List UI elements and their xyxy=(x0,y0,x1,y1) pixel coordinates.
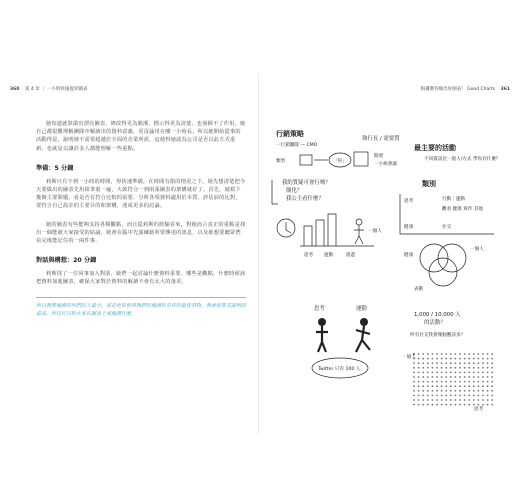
sketch-ratio-2: 的活動？ xyxy=(424,320,446,326)
dot xyxy=(473,385,475,387)
dot xyxy=(422,358,424,360)
dot xyxy=(491,385,493,387)
dot xyxy=(478,399,480,401)
dot xyxy=(455,367,457,369)
dot xyxy=(459,381,461,383)
dot xyxy=(418,399,420,401)
dot xyxy=(427,404,429,406)
sketch-clock-icon xyxy=(286,222,291,233)
dot xyxy=(427,385,429,387)
dot xyxy=(491,362,493,364)
sketch-ratio-question: 所有社交我會幾個應該多？ xyxy=(410,333,466,338)
right-page-header xyxy=(421,86,510,92)
dot xyxy=(422,353,424,355)
dot xyxy=(459,376,461,378)
dot xyxy=(445,353,447,355)
dot xyxy=(427,395,429,397)
dot xyxy=(427,353,429,355)
dot xyxy=(482,372,484,374)
sketch-category-action: 行動｜運動 xyxy=(442,197,465,202)
dot-matrix xyxy=(413,353,493,405)
dot xyxy=(473,353,475,355)
sketch-subtitle: 一行銷團隊 — CMO xyxy=(276,143,318,148)
dot xyxy=(418,367,420,369)
sketch-main-activity: 最主要的活動 xyxy=(414,144,456,152)
sketch-category-social: 社交 xyxy=(442,225,452,230)
dot xyxy=(464,395,466,397)
sketch-bubble-type: 類型 xyxy=(276,159,286,164)
dot xyxy=(432,362,434,364)
sketch-category-title: 類別 xyxy=(422,180,436,188)
dot xyxy=(491,395,493,397)
dot xyxy=(432,390,434,392)
dot xyxy=(482,399,484,401)
dot xyxy=(436,390,438,392)
dot xyxy=(422,376,424,378)
dot xyxy=(436,395,438,397)
dot xyxy=(427,358,429,360)
dot xyxy=(464,376,466,378)
dot xyxy=(450,381,452,383)
dot xyxy=(418,390,420,392)
sketch-movement-label: 運動 xyxy=(356,306,367,312)
dot xyxy=(487,381,489,383)
dot xyxy=(464,385,466,387)
dot xyxy=(422,399,424,401)
dot xyxy=(413,399,415,401)
dot xyxy=(473,381,475,383)
dot xyxy=(468,358,470,360)
right-running-title: 根據教你做出好圖表！ Good Charts xyxy=(420,87,496,92)
sketch-box xyxy=(300,155,312,165)
left-running-title: 第 4 章 ｜ 一小時快速提昇圖表 xyxy=(24,87,88,92)
dot xyxy=(441,358,443,360)
dot xyxy=(455,385,457,387)
dot xyxy=(491,390,493,392)
dot xyxy=(436,362,438,364)
dot xyxy=(473,404,475,406)
dot xyxy=(441,395,443,397)
right-page-number: 361 xyxy=(500,87,510,92)
dot xyxy=(427,390,429,392)
dot xyxy=(464,362,466,364)
sketch-bubble-you: 「你」 xyxy=(333,159,347,164)
dot xyxy=(450,395,452,397)
dot xyxy=(436,399,438,401)
dot xyxy=(413,367,415,369)
dot xyxy=(418,358,420,360)
dot xyxy=(450,358,452,360)
dot xyxy=(432,353,434,355)
dot xyxy=(450,385,452,387)
dot xyxy=(445,358,447,360)
dot xyxy=(432,385,434,387)
dot xyxy=(432,381,434,383)
dot xyxy=(482,381,484,383)
runner-icon xyxy=(360,318,368,326)
dot xyxy=(436,367,438,369)
dot xyxy=(436,385,438,387)
handwritten-note: 所以我要強調你所們的人最少，或是更常使用我們的強調你是你的最佳事物，我會很要求說明的看法、所以可以對大家在圖表上面強調什麼。 xyxy=(36,297,246,319)
dot xyxy=(427,362,429,364)
dot xyxy=(422,385,424,387)
dot xyxy=(468,381,470,383)
sketch-category-thinking: 思考 xyxy=(404,199,414,204)
dot xyxy=(478,362,480,364)
sketch-bar-label-2: 運動 xyxy=(324,253,334,258)
dot xyxy=(450,367,452,369)
dot xyxy=(445,399,447,401)
dot xyxy=(445,362,447,364)
paragraph: 她知道就算做出漂亮圖表，修改得更為簡潔，標示得更為清楚，也發揮不了作用。她自己都很難理解團隊中解讀出的資料意義，更沒論用在哪一小時長。所以她開始從事的活動得是，說明她不需要超越於全面的企業所需，這使得她認為公司是否以此方式重新，也就是以讓許多人都能理解一些重點。 xyxy=(36,121,246,152)
dot xyxy=(478,358,480,360)
dot xyxy=(459,358,461,360)
dot xyxy=(473,399,475,401)
dot xyxy=(478,404,480,406)
dot xyxy=(422,381,424,383)
dot xyxy=(459,385,461,387)
dot xyxy=(487,395,489,397)
paragraph: 莉斯找了一位同事加入對話，她們一起討論什麼資料重要、哪些是觀點，什麼時候該把資料加進圖表，確保大家對於資料的解讀不會有太大的落差。 xyxy=(36,271,246,286)
dot xyxy=(468,395,470,397)
dot xyxy=(445,385,447,387)
sketch-bar-label-1: 思考 xyxy=(304,253,314,258)
dot xyxy=(459,404,461,406)
sketch-ratio: 1,000 / 10,000 人 xyxy=(414,312,461,318)
dot xyxy=(478,385,480,387)
dot xyxy=(464,404,466,406)
section-heading-dialogue: 對話與構想：20 分鐘 xyxy=(36,257,97,265)
sketch-question-2: 簡化？ xyxy=(286,188,303,194)
dot xyxy=(432,367,434,369)
dot xyxy=(445,367,447,369)
dot xyxy=(482,358,484,360)
dot xyxy=(441,385,443,387)
dot xyxy=(455,353,457,355)
dot xyxy=(468,376,470,378)
dot xyxy=(487,353,489,355)
dot xyxy=(473,390,475,392)
dot xyxy=(436,381,438,383)
left-page-header xyxy=(10,86,87,92)
dot xyxy=(422,390,424,392)
dot xyxy=(487,404,489,406)
dot xyxy=(445,372,447,374)
dot xyxy=(473,362,475,364)
dot xyxy=(478,376,480,378)
dot xyxy=(413,372,415,374)
dot xyxy=(482,404,484,406)
left-page-body xyxy=(36,120,246,319)
dot xyxy=(455,395,457,397)
venn-label-action: 表動 xyxy=(414,287,424,292)
thinker-icon xyxy=(318,318,326,326)
dot xyxy=(427,372,429,374)
dot xyxy=(413,376,415,378)
dot xyxy=(464,367,466,369)
dot xyxy=(459,372,461,374)
sketch-bracket xyxy=(272,180,278,204)
dot xyxy=(455,372,457,374)
sketch-twitter-note: Twitter 只有 100 人 xyxy=(318,367,361,372)
dot xyxy=(478,381,480,383)
person-icon xyxy=(356,219,362,225)
dot xyxy=(455,362,457,364)
dot xyxy=(413,404,415,406)
dot xyxy=(418,381,420,383)
dot xyxy=(468,362,470,364)
dot xyxy=(482,376,484,378)
sketch-list-2: 一小組會議 xyxy=(374,162,397,167)
dot xyxy=(473,372,475,374)
dot xyxy=(432,404,434,406)
dot xyxy=(441,404,443,406)
dot xyxy=(487,390,489,392)
sketch-thinking-label: 思考 xyxy=(314,306,325,312)
sketch-exec-label: 執行長 / 需要質 xyxy=(362,136,400,142)
section-heading-prep: 準備：5 分鐘 xyxy=(36,164,74,172)
dot xyxy=(455,404,457,406)
dot xyxy=(487,385,489,387)
dot-matrix-label-person: 一個人 xyxy=(402,355,416,360)
dot xyxy=(441,367,443,369)
dot xyxy=(478,353,480,355)
dot xyxy=(418,372,420,374)
dot xyxy=(473,376,475,378)
dot xyxy=(459,353,461,355)
dot xyxy=(450,353,452,355)
dot xyxy=(418,376,420,378)
dot xyxy=(459,399,461,401)
dot xyxy=(482,390,484,392)
dot xyxy=(464,372,466,374)
dot xyxy=(464,353,466,355)
dot xyxy=(487,358,489,360)
dot xyxy=(432,358,434,360)
dot xyxy=(441,362,443,364)
dot xyxy=(455,358,457,360)
dot xyxy=(432,395,434,397)
dot xyxy=(468,353,470,355)
dot xyxy=(487,372,489,374)
dot xyxy=(432,372,434,374)
dot xyxy=(468,399,470,401)
sketch-person-label: 一個人 xyxy=(368,229,382,234)
dot xyxy=(418,404,420,406)
dot-matrix-label-thinking: 思考 xyxy=(474,407,484,412)
venn-label-health: 健康 xyxy=(404,253,414,258)
dot xyxy=(441,372,443,374)
dot xyxy=(418,362,420,364)
dot xyxy=(473,395,475,397)
dot xyxy=(422,395,424,397)
dot xyxy=(441,390,443,392)
dot xyxy=(445,395,447,397)
dot xyxy=(436,353,438,355)
dot xyxy=(441,399,443,401)
sketch-question: 我的質疑可會行嗎？ xyxy=(282,180,331,186)
dot xyxy=(455,381,457,383)
sketch-bar-label-3: 旅遊 xyxy=(346,253,356,258)
dot xyxy=(441,353,443,355)
dot xyxy=(413,381,415,383)
dot xyxy=(436,358,438,360)
left-page-number: 360 xyxy=(10,87,20,92)
dot xyxy=(418,395,420,397)
dot xyxy=(459,395,461,397)
dot xyxy=(422,367,424,369)
dot xyxy=(422,362,424,364)
paragraph: 莉斯只有不到一小時的時間，得快速準備，在時間有限的情況之下，她先想清楚把今天要做出的圖表先用鉛筆畫一遍，大致符合一到兩張圖表的架構就好了。首先，她寫下幾個主要問題，看是否有符合比較的需要，分析各項資料適用於本質、評估前的比對，要符合自己設計的主要目的和架構，達成更多的討論。 xyxy=(36,178,246,210)
dot xyxy=(413,390,415,392)
dot xyxy=(418,353,420,355)
dot xyxy=(413,362,415,364)
dot xyxy=(482,367,484,369)
dot xyxy=(468,385,470,387)
dot xyxy=(491,404,493,406)
dot xyxy=(441,381,443,383)
dot xyxy=(455,390,457,392)
venn-label-person: 一個人 xyxy=(470,247,484,252)
dot xyxy=(491,381,493,383)
sketch-list-1: 開發 xyxy=(374,154,384,159)
dot xyxy=(487,362,489,364)
dot xyxy=(491,358,493,360)
dot xyxy=(491,367,493,369)
thinker-figure xyxy=(316,326,328,352)
dot xyxy=(455,376,457,378)
dot xyxy=(450,390,452,392)
runner-figure xyxy=(356,326,370,352)
dot xyxy=(436,372,438,374)
dot xyxy=(468,372,470,374)
dot xyxy=(468,404,470,406)
dot xyxy=(450,376,452,378)
dot xyxy=(445,404,447,406)
sketch-question-3: 我公主看什麼？ xyxy=(286,196,324,202)
dot xyxy=(464,358,466,360)
dot xyxy=(468,367,470,369)
dot xyxy=(468,390,470,392)
dot xyxy=(427,376,429,378)
dot xyxy=(459,367,461,369)
dot xyxy=(482,395,484,397)
dot xyxy=(478,390,480,392)
dot xyxy=(432,376,434,378)
sketch-figure xyxy=(264,110,512,420)
dot xyxy=(478,395,480,397)
dot xyxy=(427,367,429,369)
dot xyxy=(473,367,475,369)
dot xyxy=(445,390,447,392)
dot xyxy=(436,376,438,378)
dot xyxy=(491,353,493,355)
sketch-drawing xyxy=(264,110,512,420)
dot xyxy=(464,399,466,401)
sketch-box xyxy=(354,152,368,166)
dot xyxy=(459,390,461,392)
dot xyxy=(482,385,484,387)
dot xyxy=(478,367,480,369)
sketch-title: 行銷策略 xyxy=(276,130,304,138)
dot xyxy=(491,372,493,374)
dot xyxy=(413,385,415,387)
person-figure xyxy=(354,225,364,244)
dot xyxy=(441,376,443,378)
sketch-category-items: 觀看 健康 寫作 其他 xyxy=(442,207,484,212)
dot xyxy=(459,362,461,364)
dot xyxy=(445,381,447,383)
dot xyxy=(422,404,424,406)
dot xyxy=(418,385,420,387)
dot xyxy=(436,404,438,406)
dot xyxy=(491,376,493,378)
dot xyxy=(432,399,434,401)
dot xyxy=(487,367,489,369)
dot xyxy=(422,372,424,374)
dot xyxy=(445,376,447,378)
sketch-right-note: 不同資訊比一般人/方式 學你有什麼？ xyxy=(424,157,501,162)
dot xyxy=(450,404,452,406)
dot xyxy=(473,358,475,360)
dot xyxy=(491,399,493,401)
book-spine xyxy=(258,74,259,434)
sketch-bar-chart xyxy=(304,214,336,246)
dot xyxy=(464,390,466,392)
dot xyxy=(487,376,489,378)
dot xyxy=(427,399,429,401)
dot xyxy=(450,399,452,401)
dot xyxy=(487,399,489,401)
dot xyxy=(450,362,452,364)
dot xyxy=(413,395,415,397)
dot xyxy=(450,372,452,374)
dot xyxy=(455,399,457,401)
sketch-category-health: 健康 xyxy=(404,225,414,230)
dot xyxy=(482,353,484,355)
dot xyxy=(464,381,466,383)
dot xyxy=(427,381,429,383)
dot xyxy=(478,372,480,374)
dot xyxy=(482,362,484,364)
paragraph: 她的圖表有些能夠支持各類觀點，而且從莉斯的經驗看來，對她而言真正的重點是找出一個能被大家接受的結論，她會在腦中先演練她所要傳達的訊息，以及她想要聽眾們看完後能記住的一兩件事。 xyxy=(36,221,246,245)
